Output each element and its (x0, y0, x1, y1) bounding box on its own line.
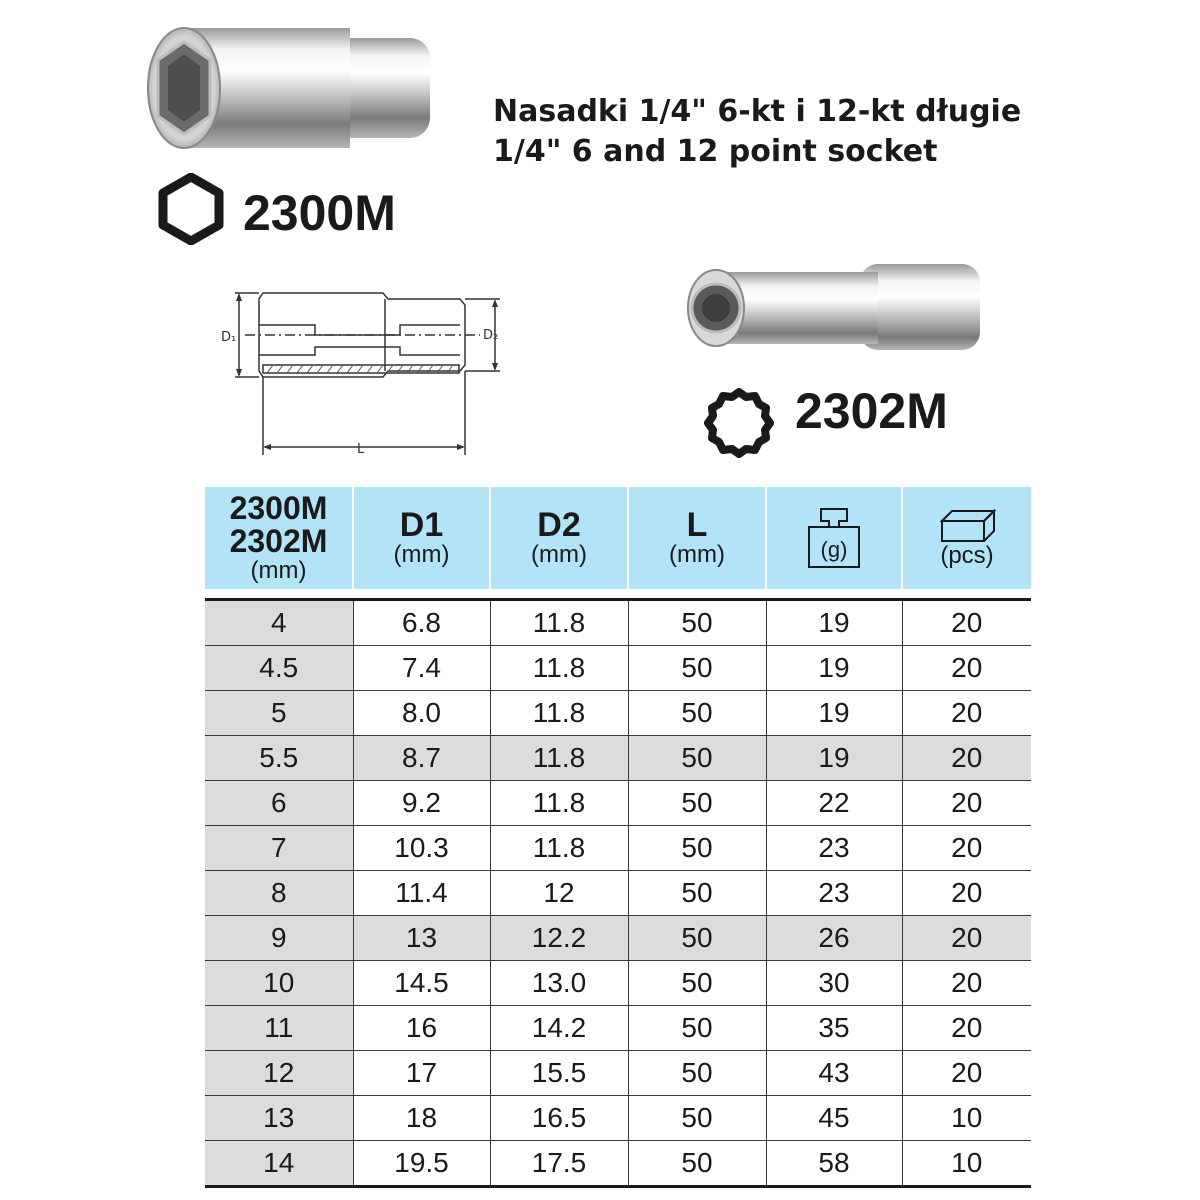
title-line-pl: Nasadki 1/4" 6-kt i 12-kt długie (493, 94, 1022, 129)
twelve-point-icon (704, 388, 774, 458)
table-row: 5 8.0 11.8 50 19 20 (205, 691, 1031, 736)
table-row: 4 6.8 11.8 50 19 20 (205, 600, 1031, 646)
header-weight (766, 487, 902, 589)
dim-label-d2: D₂ (483, 328, 499, 343)
table-header-row (205, 487, 1031, 589)
table-row: 10 14.5 13.0 50 30 20 (205, 961, 1031, 1006)
dim-label-d1: D₁ (221, 330, 237, 345)
table-row: 11 16 14.2 50 35 20 (205, 1006, 1031, 1051)
table-row: 4.5 7.4 11.8 50 19 20 (205, 646, 1031, 691)
hexagon-icon (155, 173, 227, 245)
header-d1: D1 (mm) (353, 487, 490, 589)
page-title (493, 92, 1021, 172)
twelve-point-socket-photo (680, 262, 985, 354)
weight-icon (803, 505, 865, 571)
spec-table (205, 487, 1031, 1188)
weight-unit: (g) (820, 537, 848, 562)
pack-unit: (pcs) (940, 542, 994, 569)
header-size (205, 487, 353, 589)
table-row: 5.5 8.7 11.8 50 19 20 (205, 736, 1031, 781)
header-model-2300m: 2300M (229, 490, 328, 526)
table-row: 12 17 15.5 50 43 20 (205, 1051, 1031, 1096)
model-code-2302m: 2302M (795, 383, 948, 439)
table-row: 13 18 16.5 50 45 10 (205, 1096, 1031, 1141)
header-size-unit: (mm) (250, 557, 307, 584)
table-row: 14 19.5 17.5 50 58 10 (205, 1141, 1031, 1187)
header-model-2302m: 2302M (229, 523, 328, 559)
table-row: 7 10.3 11.8 50 23 20 (205, 826, 1031, 871)
table-row: 8 11.4 12 50 23 20 (205, 871, 1031, 916)
model-code-2300m: 2300M (243, 185, 396, 241)
header-pack (902, 487, 1031, 589)
title-line-en: 1/4" 6 and 12 point socket (493, 134, 938, 169)
box-icon (934, 507, 1000, 543)
header-l: L (mm) (628, 487, 766, 589)
table-row: 6 9.2 11.8 50 22 20 (205, 781, 1031, 826)
hex-socket-photo (140, 20, 440, 150)
header-d2: D2 (mm) (490, 487, 628, 589)
dim-label-l: L (357, 442, 365, 457)
table-separator (205, 589, 1031, 600)
table-row: 9 13 12.2 50 26 20 (205, 916, 1031, 961)
socket-dimension-drawing (215, 285, 515, 460)
